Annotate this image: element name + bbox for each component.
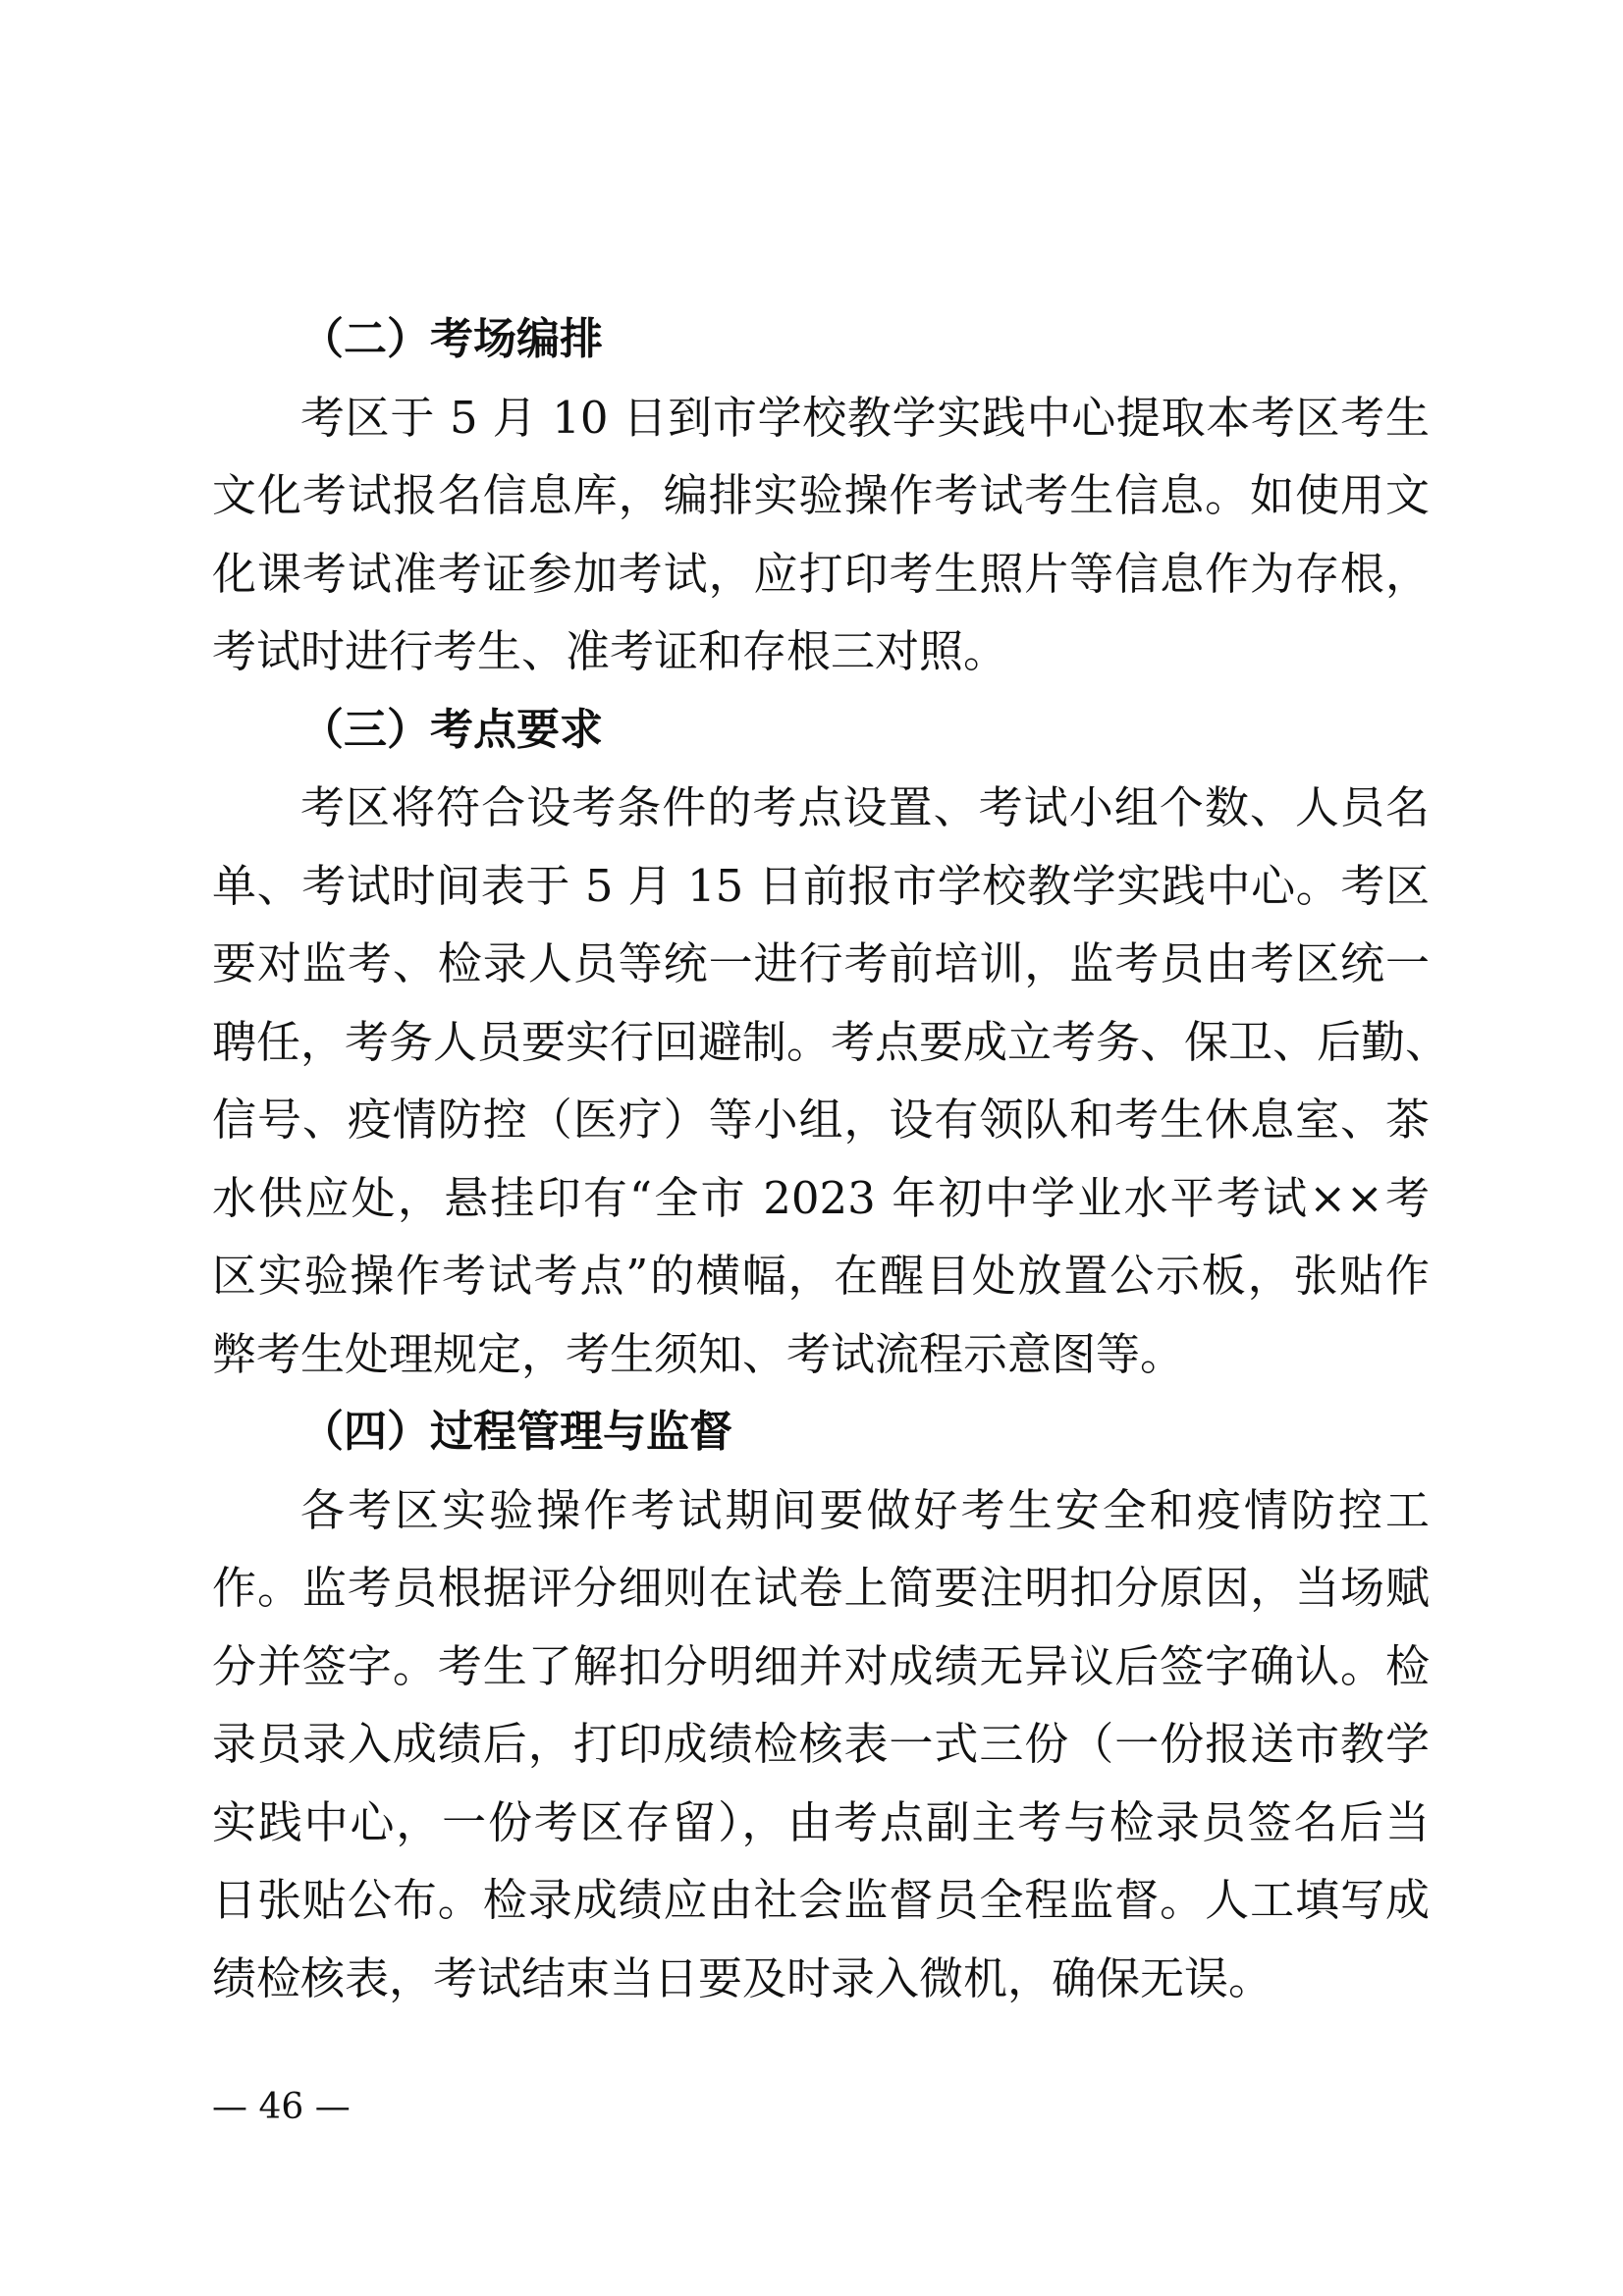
- paragraph-line: 考区将符合设考条件的考点设置、考试小组个数、人员名: [300, 781, 1430, 833]
- document-body: [212, 300, 1450, 2017]
- paragraph-line: 各考区实验操作考试期间要做好考生安全和疫情防控工: [300, 1483, 1430, 1536]
- section-heading: （二）考场编排: [300, 314, 603, 364]
- paragraph-line: 实践中心，一份考区存留），由考点副主考与检录员签名后当: [212, 1795, 1430, 1848]
- section-heading: （三）考点要求: [300, 704, 603, 755]
- page-number: — 46 —: [212, 2087, 351, 2127]
- paragraph-line: 考区于 5 月 10 日到市学校教学实践中心提取本考区考生: [300, 391, 1430, 444]
- paragraph-line: 绩检核表，考试结束当日要及时录入微机，确保无误。: [212, 1951, 1273, 2004]
- paragraph-line: 分并签字。考生了解扣分明细并对成绩无异议后签字确认。检: [212, 1639, 1430, 1692]
- paragraph-line: 日张贴公布。检录成绩应由社会监督员全程监督。人工填写成: [212, 1874, 1430, 1926]
- paragraph-line: 文化考试报名信息库，编排实验操作考试考生信息。如使用文: [212, 469, 1430, 521]
- paragraph-line: 水供应处，悬挂印有“全市 2023 年初中学业水平考试××考: [212, 1171, 1430, 1224]
- paragraph-line: 弊考生处理规定，考生须知、考试流程示意图等。: [212, 1327, 1185, 1380]
- paragraph-line: 考试时进行考生、准考证和存根三对照。: [212, 625, 1008, 677]
- paragraph-line: 作。监考员根据评分细则在试卷上简要注明扣分原因，当场赋: [212, 1562, 1430, 1614]
- paragraph-line: 信号、疫情防控（医疗）等小组，设有领队和考生休息室、茶: [212, 1094, 1430, 1146]
- paragraph-line: 区实验操作考试考点”的横幅，在醒目处放置公示板，张贴作: [212, 1250, 1430, 1302]
- section-heading: （四）过程管理与监督: [300, 1407, 732, 1457]
- paragraph-line: 化课考试准考证参加考试，应打印考生照片等信息作为存根，: [212, 547, 1430, 600]
- paragraph-line: 聘任，考务人员要实行回避制。考点要成立考务、保卫、后勤、: [212, 1015, 1450, 1068]
- paragraph-line: 录员录入成绩后，打印成绩检核表一式三份（一份报送市教学: [212, 1718, 1430, 1770]
- paragraph-line: 单、考试时间表于 5 月 15 日前报市学校教学实践中心。考区: [212, 859, 1430, 912]
- paragraph-line: 要对监考、检录人员等统一进行考前培训，监考员由考区统一: [212, 937, 1430, 989]
